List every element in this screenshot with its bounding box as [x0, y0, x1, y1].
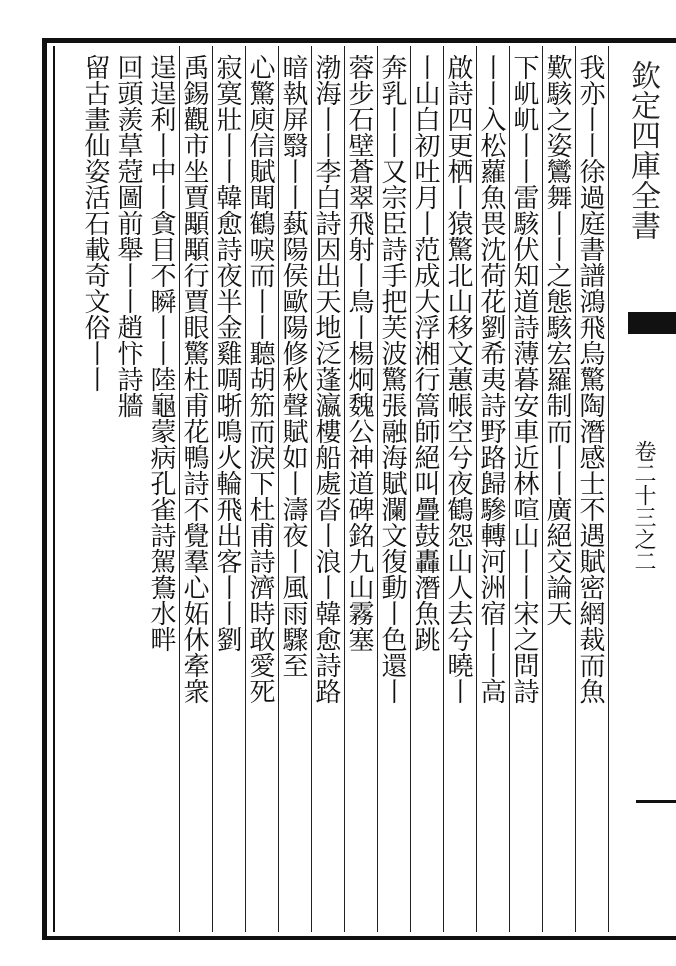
- header-title: 欽定四庫全書: [625, 60, 660, 240]
- text-column-15: 回頭羨䓍蒄圖前舉丨丨趙忭詩牆: [113, 54, 143, 418]
- volume-label: 卷二十三之二: [631, 440, 656, 572]
- text-column-2: 歎駭之姿鸞舞丨丨之態駭宏羅制而丨丨廣絕交論天: [542, 54, 572, 626]
- text-column-3: 下㞦㞦丨丨雷駭伏知道詩薄暮安車近林喧山丨丨宋之問詩: [509, 54, 539, 704]
- text-column-5: 啟詩四更栖丨猿驚北山移文蕙帳空兮夜鶴怨山人去兮曉丨: [443, 54, 473, 704]
- text-column-9: 渤海丨丨李白詩因出天地泛蓬瀛樓船處沓丨浪丨韓愈詩路: [311, 54, 341, 704]
- text-column-10: 暗執屏翳丨丨蓺陽侯歐陽修秋聲賦如丨濤夜丨風雨驟至: [278, 54, 308, 678]
- frame-left-border: [42, 38, 47, 940]
- text-column-1: 我亦丨丨徐過庭書譜鴻飛烏驚陶潛感士不遇賦密網裁而魚: [575, 54, 605, 704]
- column-rule: [608, 46, 609, 932]
- frame-top-border: [42, 38, 676, 43]
- text-column-16: 留古畫仙姿活石載奇文俗丨丨: [80, 54, 110, 392]
- text-column-14: 逞逞利丨中丨貪目不瞬丨丨陸龜蒙病孔雀詩駕鴦水畔: [146, 54, 176, 652]
- text-column-8: 蓉步石壁蒼翠飛射丨鳥丨楊炯魏公神道碑銘九山霧塞: [344, 54, 374, 652]
- text-column-7: 奔乳丨丨又宗臣詩手把芙波驚張融海賦瀾文復動丨色還丨: [377, 54, 407, 704]
- frame-left-inner-border: [53, 46, 55, 932]
- text-column-6: 丨山白初吐月丨范成大浮湘行篙師絕叫疊鼓轟潛魚跳: [410, 54, 440, 652]
- fish-tail-mark: [628, 312, 676, 334]
- text-column-13: 禹錫觀市坐賈顒顒行賈眼驚杜甫花鴨詩不覺羣心妬休牽衆: [179, 54, 209, 704]
- margin-rule-mark: [636, 800, 676, 803]
- text-column-12: 寂寞壯丨丨韓愈詩夜半金雞啁哳鳴火輪飛出客丨丨劉: [212, 54, 242, 652]
- frame-bottom-border: [42, 936, 676, 940]
- text-column-4: 丨丨入松蘿魚畏沈荷花劉希夷詩野路歸驂轉河洲宿丨丨高: [476, 54, 506, 704]
- text-column-11: 心驚庾信賦聞鶴唳而丨丨聽胡笳而淚下杜甫詩濟時敢愛死: [245, 54, 275, 704]
